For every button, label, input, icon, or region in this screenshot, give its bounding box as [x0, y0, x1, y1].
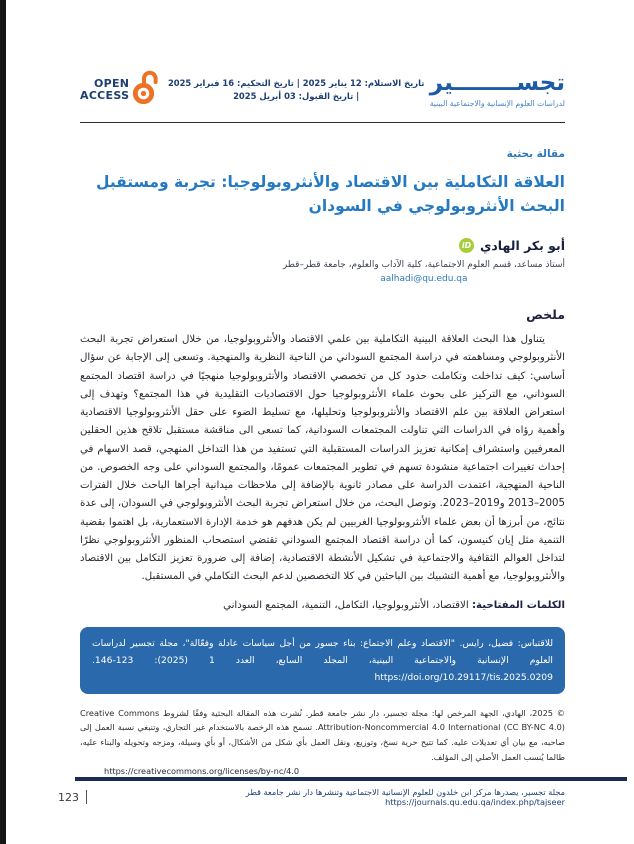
license-text: © 2025، الهادي، الجهة المرخص لها: مجلة تجسير، دار نشر جامعة قطر. نُشرت هذه المقالة البحثية وفقًا لشروط Creative Commons Attribution-Noncommercial 4.0 International (CC BY-NC 4.0). تسمح هذه الرخصة بالاستخدام غير التجاري، وتنبغي نسبة العمل إلى صاحبه، مع بيان أي تعديلات عليه. كما تتيح حرية نسخ، وتوزيع، ونقل العمل بأي شكل من الأشكال، أو بأي وسيلة، ومزجه وتحويله والبناء عليه، طالما يُنسب العمل الأصلي إلى المؤلف. [80, 707, 566, 762]
author-name: أبو بكر الهادي [479, 238, 565, 254]
footer-journal-text: مجلة تجسير، يصدرها مركز ابن خلدون للعلوم الإنسانية الاجتماعية وتنشرها دار نشر جامعة قطر [245, 787, 565, 797]
keywords-line [80, 600, 565, 611]
journal-url-link[interactable]: https://journals.qu.edu.qa/index.php/tajseer [385, 797, 565, 807]
scan-edge-strip [0, 0, 6, 844]
footer-journal-line [94, 787, 565, 807]
orcid-icon[interactable]: iD [459, 238, 474, 253]
doi-link[interactable]: https://doi.org/10.29117/tis.2025.0209 [374, 671, 553, 683]
manuscript-dates: تاريخ الاستلام: 12 يناير 2025 | تاريخ التحكيم: 16 فبراير 2025 | تاريخ القبول: 03 أبريل 2025 [167, 77, 425, 101]
journal-logo [429, 69, 565, 109]
open-access-label [80, 78, 129, 101]
article-type-label: مقالة بحثية [506, 148, 565, 160]
open-access-line1: OPEN [93, 76, 130, 90]
open-access-lock-icon [132, 70, 159, 109]
footer-separator [86, 790, 87, 804]
open-access-line2: ACCESS [80, 88, 130, 102]
journal-header [80, 0, 565, 109]
footer [58, 787, 565, 807]
author-email-link[interactable]: aalhadi@qu.edu.qa [380, 274, 468, 285]
journal-logo-subtitle: لدراسات العلوم الإنسانية والاجتماعية البينية [429, 99, 565, 109]
abstract-text: يتناول هذا البحث العلاقة البينية التكاملية بين علمي الاقتصاد والأنثروبولوجيا، من خلال استعراض تجربة البحث الأنثروبولوجي ومساهمته في دراسة المجتمع السوداني من الناحية النظرية والمنهجية. وتسعى إلى الإجابة عن سؤال أساسي: كيف تداخلت وتكاملت حدود كل من تخصصي الاقتصاد والأنثروبولوجيا منهجيًا في دراسة اقتصاد المجتمع السوداني، مع التركيز على بحوث علماء الأنثروبولوجيا حول الاقتصاديات التقليدية في هذا المجتمع؟ وتهدف إلى استعراض العلاقة بين علم الاقتصاد والأنثروبولوجيا وتحليلها، مع تسليط الضوء على حقل الأنثروبولوجيا الاقتصادية وأهمية رؤاه في الدراسات التي تناولت المجتمعات السودانية، كما تسعى الى مناقشة مستقبل تلاقح هذين الحقلين المعرفيين واستشراف إمكانية تعزيز الدراسات المستقبلية التي تستفيد من هذا التداخل المنهجي، قصد الاسهام في إحداث تغييرات اجتماعية منشودة تسهم في تطوير المجتمعات عمومًا، والمجتمع السوداني على وجه الخصوص. من الناحية المنهجية، اعتمدت الدراسة على مصادر ثانوية بالإضافة إلى ملاحظات ميدانية أجراها الباحث خلال الفترات 2005–2013 و2019–2023. وتوصل البحث، من خلال استعراض تجربة البحث الأنثروبولوجي في السودان، إلى عدة نتائج، من أبرزها أن بعض علماء الأنثروبولوجيا الغربيين لم يكن هدفهم هو خدمة الإدارة الاستعمارية، بل اهتموا بقضية التنمية مثل إيان كنيسون، كما أن دراسة اقتصاد المجتمع السوداني تقتضي استصحاب المنظور الأنثروبولوجي نظرًا لتداخل العوالم الثقافية والاجتماعية في تشكيل الأنشطة الاقتصادية، إضافة إلى ضرورة تعزيز التكامل بين الاقتصاد والأنثروبولوجيا، مع أهمية التشبيك بين الباحثين في كلا التخصصين لدعم البحث التكاملي في المستقبل. [80, 334, 565, 583]
page-number: 123 [58, 790, 79, 804]
journal-logo-wordmark: تجســــــــير [429, 69, 565, 96]
keywords-label: الكلمات المفتاحية: [471, 599, 565, 611]
paper-title: العلاقة التكاملية بين الاقتصاد والأنثروبولوجيا: تجربة ومستقبل البحث الأنثروبولوجي في السودان [95, 173, 565, 216]
open-access-badge [80, 70, 159, 109]
footer-divider-bar [75, 777, 627, 781]
citation-box [80, 627, 565, 694]
citation-text: للاقتباس: فضيل، رايس. "الاقتصاد وعلم الاجتماع: بناء جسور من أجل سياسات عادلة وفعّالة"، مجلة تجسير لدراسات العلوم الإنسانية والاجتماعية البينية، المجلد السابع، العدد 1 (2025): 123-146. [92, 637, 553, 666]
keywords-text: الاقتصاد، الأنثروبولوجيا، التكامل، التنمية، المجتمع السوداني [223, 599, 472, 611]
license-url-link[interactable]: https://creativecommons.org/licenses/by-nc/4.0 [104, 765, 300, 776]
abstract-heading: ملخص [526, 307, 565, 323]
author-affiliation: أستاذ مساعد، قسم العلوم الاجتماعية، كلية الآداب والعلوم، جامعة قطر–قطر [282, 260, 565, 271]
author-block [283, 238, 565, 284]
header-divider [80, 122, 565, 123]
